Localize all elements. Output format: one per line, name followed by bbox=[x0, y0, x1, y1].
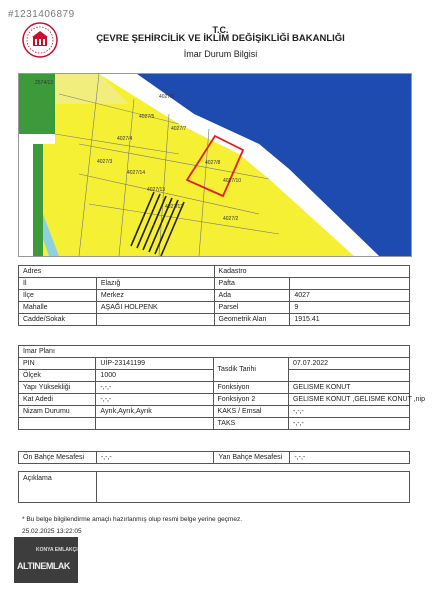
parcel-label: 4027/4 bbox=[117, 136, 133, 142]
pin-value: UİP-23141199 bbox=[96, 358, 213, 370]
fonksiyon-label: Fonksiyon bbox=[213, 382, 288, 394]
brand-small-text: KONYA EMLAKÇI bbox=[36, 547, 78, 553]
empty-cell bbox=[96, 418, 213, 430]
imar-plani-title: İmar Planı bbox=[19, 346, 410, 358]
parcel-label: 4027/14 bbox=[127, 170, 146, 176]
listing-id: #1231406879 bbox=[8, 9, 75, 20]
parcel-label: 2574/13 bbox=[35, 80, 54, 86]
taks-label: TAKS bbox=[213, 418, 288, 430]
timestamp: 25.02.2025 13:22:05 bbox=[22, 528, 82, 535]
il-label: İl bbox=[19, 278, 97, 290]
taks-value: -,-,- bbox=[288, 418, 409, 430]
mahalle-value: AŞAĞI HOLPENK bbox=[96, 302, 214, 314]
aciklama-table bbox=[18, 471, 410, 503]
pafta-label: Pafta bbox=[214, 278, 290, 290]
document-subtitle: İmar Durum Bilgisi bbox=[183, 49, 258, 59]
ilce-value: Merkez bbox=[96, 290, 214, 302]
fonksiyon2-value: GELISME KONUT ,GELISME KONUT ,nip bbox=[288, 394, 409, 406]
parcel-label: 4027/7 bbox=[171, 126, 187, 132]
disclaimer-note: * Bu belge bilgilendirme amaçlı hazırlanmış olup resmi belge yerine geçmez. bbox=[22, 516, 243, 523]
pin-label: PIN bbox=[19, 358, 96, 370]
zoning-map bbox=[18, 73, 412, 257]
kat-value: -,-,- bbox=[96, 394, 213, 406]
kat-label: Kat Adedi bbox=[19, 394, 96, 406]
fonksiyon2-label: Fonksiyon 2 bbox=[213, 394, 288, 406]
pafta-value bbox=[290, 278, 410, 290]
fonksiyon-value: GELISME KONUT bbox=[288, 382, 409, 394]
parsel-label: Parsel bbox=[214, 302, 290, 314]
adres-header: Adres bbox=[19, 266, 215, 278]
ilce-label: İlçe bbox=[19, 290, 97, 302]
tasdik-label: Tasdik Tarihi bbox=[213, 358, 288, 382]
kaks-value: -,-,- bbox=[288, 406, 409, 418]
olcek-label: Ölçek bbox=[19, 370, 96, 382]
parcel-label: 4027/13 bbox=[147, 187, 166, 193]
kadastro-header: Kadastro bbox=[214, 266, 409, 278]
parcel-label: 4027/6 bbox=[159, 94, 175, 100]
kaks-label: KAKS / Emsal bbox=[213, 406, 288, 418]
nizam-label: Nizam Durumu bbox=[19, 406, 96, 418]
tasdik-spacer bbox=[288, 370, 409, 382]
yukseklik-label: Yapı Yüksekliği bbox=[19, 382, 96, 394]
brand-big-text: ALTINEMLAK bbox=[17, 561, 70, 571]
yan-bahce-value: -,-,- bbox=[290, 452, 410, 464]
aciklama-value bbox=[96, 472, 409, 503]
yukseklik-value: -,-,- bbox=[96, 382, 213, 394]
aciklama-label: Açıklama bbox=[19, 472, 97, 503]
parcel-info-table bbox=[18, 265, 410, 326]
cadde-label: Cadde/Sokak bbox=[19, 314, 97, 326]
parcel-label: 4027/3 bbox=[97, 159, 113, 165]
ada-label: Ada bbox=[214, 290, 290, 302]
ministry-title: ÇEVRE ŞEHİRCİLİK VE İKLİM DEĞİŞİKLİĞİ BAKANLIĞI bbox=[96, 33, 345, 44]
alan-value: 1915.41 bbox=[290, 314, 410, 326]
on-bahce-label: Ön Bahçe Mesafesi bbox=[19, 452, 97, 464]
parcel-label: 4027/8 bbox=[205, 160, 221, 166]
cadde-value bbox=[96, 314, 214, 326]
mahalle-label: Mahalle bbox=[19, 302, 97, 314]
on-bahce-value: -,-,- bbox=[96, 452, 214, 464]
agency-logo bbox=[14, 537, 78, 583]
olcek-value: 1000 bbox=[96, 370, 213, 382]
empty-cell bbox=[19, 418, 96, 430]
parcel-label: 4027/10 bbox=[223, 178, 242, 184]
zoning-plan-table bbox=[18, 345, 425, 430]
setback-table bbox=[18, 451, 410, 464]
ada-value: 4027 bbox=[290, 290, 410, 302]
alan-label: Geometrik Alan bbox=[214, 314, 290, 326]
il-value: Elazığ bbox=[96, 278, 214, 290]
tasdik-value: 07.07.2022 bbox=[288, 358, 409, 370]
parsel-value: 9 bbox=[290, 302, 410, 314]
parcel-label: 4027/5 bbox=[139, 114, 155, 120]
parcel-label: 4027/2 bbox=[223, 216, 239, 222]
nizam-value: Ayrık,Ayrık,Ayrık bbox=[96, 406, 213, 418]
header-tc: T.C. bbox=[212, 25, 229, 35]
parcel-label: 4027/12 bbox=[165, 204, 184, 210]
yan-bahce-label: Yan Bahçe Mesafesi bbox=[214, 452, 290, 464]
